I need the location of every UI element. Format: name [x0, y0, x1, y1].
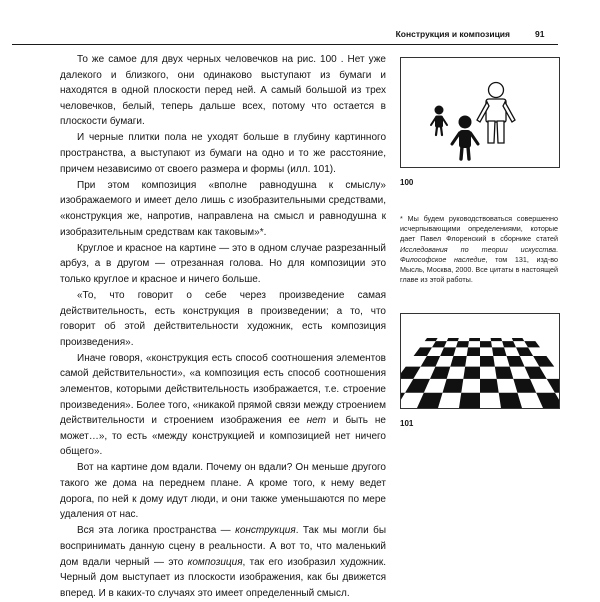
figure-101-illustration	[401, 314, 559, 408]
floor-tile	[469, 338, 480, 341]
floor-tile	[430, 367, 450, 379]
floor-tile	[425, 338, 438, 341]
floor-tile	[491, 338, 503, 341]
figure-100-caption: 100	[400, 178, 414, 187]
floor-tile	[414, 347, 432, 356]
footnote-title-2: Философское наследие	[400, 254, 486, 264]
floor-tile	[443, 379, 464, 393]
paragraph-6-emphasis: нет	[306, 415, 326, 427]
paragraph-2: И черные плитки пола не уходят больше в глубину картинного пространства, а выступают из бумаги на одно и то же расстояние, причем независимо от своего размера и формы (илл. 101).	[60, 132, 386, 175]
paragraph-4: Круглое и красное на картине — это в одном случае разрезанный арбуз, а в другом — отрезанная голова. Но для композиции это только круглое и красное и ничего больше.	[60, 242, 386, 285]
floor-tile	[492, 347, 507, 356]
main-text-column	[60, 52, 386, 602]
floor-tile	[447, 338, 459, 341]
small-black-figure	[431, 106, 447, 136]
floor-tile	[502, 341, 516, 347]
floor-tile	[495, 367, 513, 379]
paragraph-8-part-1: Вся эта логика пространства —	[77, 525, 236, 537]
figure-101-checkered-floor	[400, 313, 560, 409]
floor-tile	[513, 379, 536, 393]
paragraph-3: При этом композиция «вполне равнодушна к смыслу» изображаемого и имеет дело лишь с изобразительными средствами, «конструкция же, напротив, направлена на смысл и равнодушна к изобразительным средствам как таковым»*.	[60, 179, 386, 238]
floor-tile	[507, 356, 525, 367]
footnote-part-3: , том 131, изд-во Мысль, Москва, 2000. Все цитаты в настоящей главе из этой работы.	[400, 254, 558, 285]
floor-tile	[401, 393, 405, 408]
running-title: Конструкция и композиция	[395, 29, 510, 39]
paragraph-6-part-2: и быть не может…», то есть «между конструкцией и композицией нет ничего общего».	[60, 415, 386, 458]
floor-tile	[512, 338, 524, 341]
floor-tile	[516, 347, 533, 356]
medium-black-figure	[452, 116, 478, 160]
floor-tile	[499, 393, 522, 408]
footnote-part-1: * Мы будем руководствоваться совершенно исчерпывающими определениями, которые дает Павел Флоренский в сборнике статей	[400, 214, 558, 244]
paragraph-8-emphasis-1: конструкция	[235, 525, 296, 537]
paragraph-8-part-3: , так его изобразил художник. Черный дом выступает из плоскости изображения, как бы движется вперед. И в каких-то случаях это имеет определенный смысл.	[60, 556, 386, 599]
paragraph-8	[60, 523, 386, 601]
header-rule	[12, 44, 558, 45]
floor-tile	[421, 356, 441, 367]
floor-tile	[547, 379, 559, 393]
floor-tile	[467, 347, 480, 356]
figure-100-three-figures	[400, 57, 560, 168]
floor-tile	[533, 356, 554, 367]
floor-tile	[459, 393, 480, 408]
floor-tile	[480, 379, 499, 393]
figure-100-illustration	[401, 58, 559, 167]
paragraph-1: То же самое для двух черных человечков на рис. 100 . Нет уже далекого и близкого, они одинаково выступают из бумаги и находятся в одной плоскости перед ней. А самый большой из трех человечков, белый, теперь дальше всех, потому что остается в плоскости бумаги.	[60, 54, 386, 128]
paragraph-5: «То, что говорит о себе через произведение самая действительность, есть конструкция в произведении; а то, что говорит об этой действительности художник, есть композиция произведения».	[60, 289, 386, 348]
floor-tile	[480, 341, 492, 347]
paragraph-8-part-2: . Так мы могли бы воспринимать данную сцену в реальности. А вот то, что маленький дом вдали черный — это	[60, 525, 386, 568]
large-white-figure	[477, 83, 515, 144]
footnote-title-1: Исследования по теории искусства	[400, 244, 556, 254]
floor-tile	[463, 367, 480, 379]
floor-tile	[480, 356, 495, 367]
floor-tile	[405, 379, 430, 393]
paragraph-8-emphasis-2: композиция	[187, 556, 243, 568]
floor-tile	[456, 341, 469, 347]
floor-tile	[440, 347, 456, 356]
page-number: 91	[535, 29, 545, 39]
floor-tile	[524, 341, 540, 347]
paragraph-6	[60, 351, 386, 460]
floor-tile	[417, 393, 443, 408]
footnote	[400, 214, 558, 285]
floor-tile	[432, 341, 447, 347]
paragraph-6-part-1: Иначе говоря, «конструкция есть способ соотношения элементов самой действительности», «а композиция есть способ соотношения элементов, которыми действительность изображается, т.е. строение произведения». Более того, «никакой прямой связи между строением действительности и строением изображения ее	[60, 352, 386, 427]
paragraph-7: Вот на картине дом вдали. Почему он вдали? Он меньше другого такого же дома на переднем плане. А кроме того, к нему ведет дорога, по ней к дому идут люди, и они также уменьшаются по мере удаления от нас.	[60, 462, 386, 521]
floor-tile	[450, 356, 466, 367]
floor-tile	[525, 367, 547, 379]
floor-tile	[401, 367, 421, 379]
figure-101-caption: 101	[400, 419, 414, 428]
floor-tile	[536, 393, 559, 408]
footnote-part-2: .	[556, 244, 558, 254]
